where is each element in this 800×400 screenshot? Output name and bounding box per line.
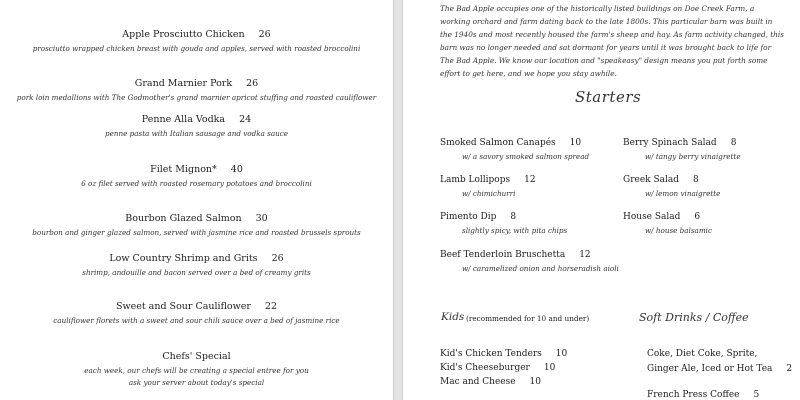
salad-name: Berry Spinach Salad — [623, 138, 717, 148]
entree-price: 40 — [230, 164, 243, 175]
entree-name: Apple Prosciutto Chicken — [122, 29, 245, 40]
starters-page — [402, 0, 800, 400]
kids-note: (recommended for 10 and under) — [466, 314, 590, 323]
kids-item — [440, 363, 555, 373]
entree-name: Low Country Shrimp and Grits — [109, 253, 258, 264]
salad-description: w/ tangy berry vinaigrette — [645, 152, 741, 161]
entree-item — [0, 301, 393, 325]
entree-name: Filet Mignon* — [150, 164, 217, 175]
entree-price: 26 — [258, 29, 271, 40]
salad-item — [623, 175, 720, 198]
entree-item — [0, 213, 393, 237]
chefs-special — [0, 351, 393, 387]
entree-item — [0, 29, 393, 53]
starter-description: w/ chimichurri — [462, 189, 516, 198]
starter-price: 8 — [510, 212, 517, 222]
entree-item — [0, 164, 393, 188]
entree-description: pork loin medallions with The Godmother's grand marnier apricot stuffing and roasted cauliflower — [16, 93, 377, 102]
drink-item — [647, 364, 792, 374]
starter-name: Smoked Salmon Canapés — [440, 138, 556, 148]
starter-item — [440, 250, 619, 273]
salad-price: 8 — [693, 175, 699, 185]
drink-price: 2 — [786, 364, 793, 374]
starter-item — [440, 212, 567, 235]
drink-item — [647, 349, 757, 359]
kids-item-price: 10 — [543, 363, 556, 373]
kids-item-price: 10 — [555, 349, 568, 359]
drink-price: 5 — [753, 390, 760, 400]
entree-description: penne pasta with Italian sausage and vodka sauce — [104, 129, 289, 138]
entree-price: 24 — [239, 114, 252, 125]
kids-item-name: Kid's Chicken Tenders — [440, 349, 542, 359]
entree-description: cauliflower florets with a sweet and sour chili sauce over a bed of jasmine rice — [53, 316, 340, 325]
entree-item — [0, 114, 393, 138]
drink-name: Ginger Ale, Iced or Hot Tea — [647, 364, 773, 374]
drink-item — [647, 390, 759, 400]
chefs-special-line2: ask your server about today's special — [128, 378, 265, 387]
kids-item — [440, 349, 567, 359]
kids-item-name: Kid's Cheeseburger — [440, 363, 530, 373]
starters-heading: Starters — [575, 88, 642, 106]
starter-price: 10 — [569, 138, 582, 148]
drinks-heading: Soft Drinks / Coffee — [639, 311, 749, 324]
entree-item — [0, 78, 393, 102]
chefs-special-line1: each week, our chefs will be creating a special entree for you — [84, 366, 309, 375]
entree-item — [0, 253, 393, 277]
starter-price: 12 — [579, 250, 591, 260]
entree-name: Bourbon Glazed Salmon — [125, 213, 242, 224]
entree-name: Penne Alla Vodka — [141, 114, 226, 125]
entree-price: 22 — [264, 301, 278, 312]
starter-name: Pimento Dip — [440, 212, 497, 222]
kids-heading: Kids — [441, 311, 465, 323]
kids-item — [440, 377, 541, 387]
entree-description: bourbon and ginger glazed salmon, served with jasmine rice and roasted brussels sprouts — [32, 228, 361, 237]
entree-description: shrimp, andouille and bacon served over a bed of creamy grits — [82, 268, 311, 277]
starter-item — [440, 175, 536, 198]
drink-name: Coke, Diet Coke, Sprite, — [647, 349, 758, 359]
starter-name: Lamb Lollipops — [440, 175, 511, 185]
salad-description: w/ lemon vinaigrette — [645, 189, 721, 198]
starter-price: 12 — [524, 175, 536, 185]
salad-name: Greek Salad — [623, 175, 679, 185]
starter-item — [440, 138, 589, 161]
starter-description: w/ caramelized onion and horseradish aioli — [462, 264, 619, 273]
starter-name: Beef Tenderloin Bruschetta — [440, 250, 566, 260]
kids-item-price: 10 — [529, 377, 541, 387]
starter-description: slightly spicy, with pita chips — [462, 226, 568, 235]
kids-item-name: Mac and Cheese — [440, 377, 516, 387]
salad-description: w/ house balsamic — [645, 226, 712, 235]
intro-paragraph: The Bad Apple occupies one of the historically listed buildings on Doe Creek Farm, a working orchard and farm dating back to the late 1800s. This particular barn was built in the 1940s and most recently housed the farm's sheep and hay. As farm activity changed, this barn was no longer needed and sat dormant for years until it was brought back to life for The Bad Apple. We know our location and "speakeasy" design means you put forth some effort to get here, and we hope you stay awhile. — [440, 4, 784, 78]
entree-price: 26 — [271, 253, 284, 264]
entree-name: Sweet and Sour Cauliflower — [115, 301, 251, 312]
salad-price: 8 — [730, 138, 737, 148]
entree-description: 6 oz filet served with roasted rosemary potatoes and broccolini — [81, 179, 312, 188]
salad-price: 6 — [694, 212, 701, 222]
salad-name: House Salad — [623, 212, 681, 222]
drink-name: French Press Coffee — [647, 390, 740, 400]
chefs-special-title: Chefs' Special — [162, 351, 231, 362]
entree-price: 30 — [255, 213, 268, 224]
salad-item — [623, 138, 741, 161]
starter-description: w/ a savory smoked salmon spread — [462, 152, 590, 161]
entree-description: prosciutto wrapped chicken breast with gouda and apples, served with roasted broccolini — [32, 44, 361, 53]
salad-item — [623, 212, 712, 235]
entrees-page — [0, 0, 394, 400]
entree-price: 26 — [246, 78, 259, 89]
entree-name: Grand Marnier Pork — [134, 78, 233, 89]
